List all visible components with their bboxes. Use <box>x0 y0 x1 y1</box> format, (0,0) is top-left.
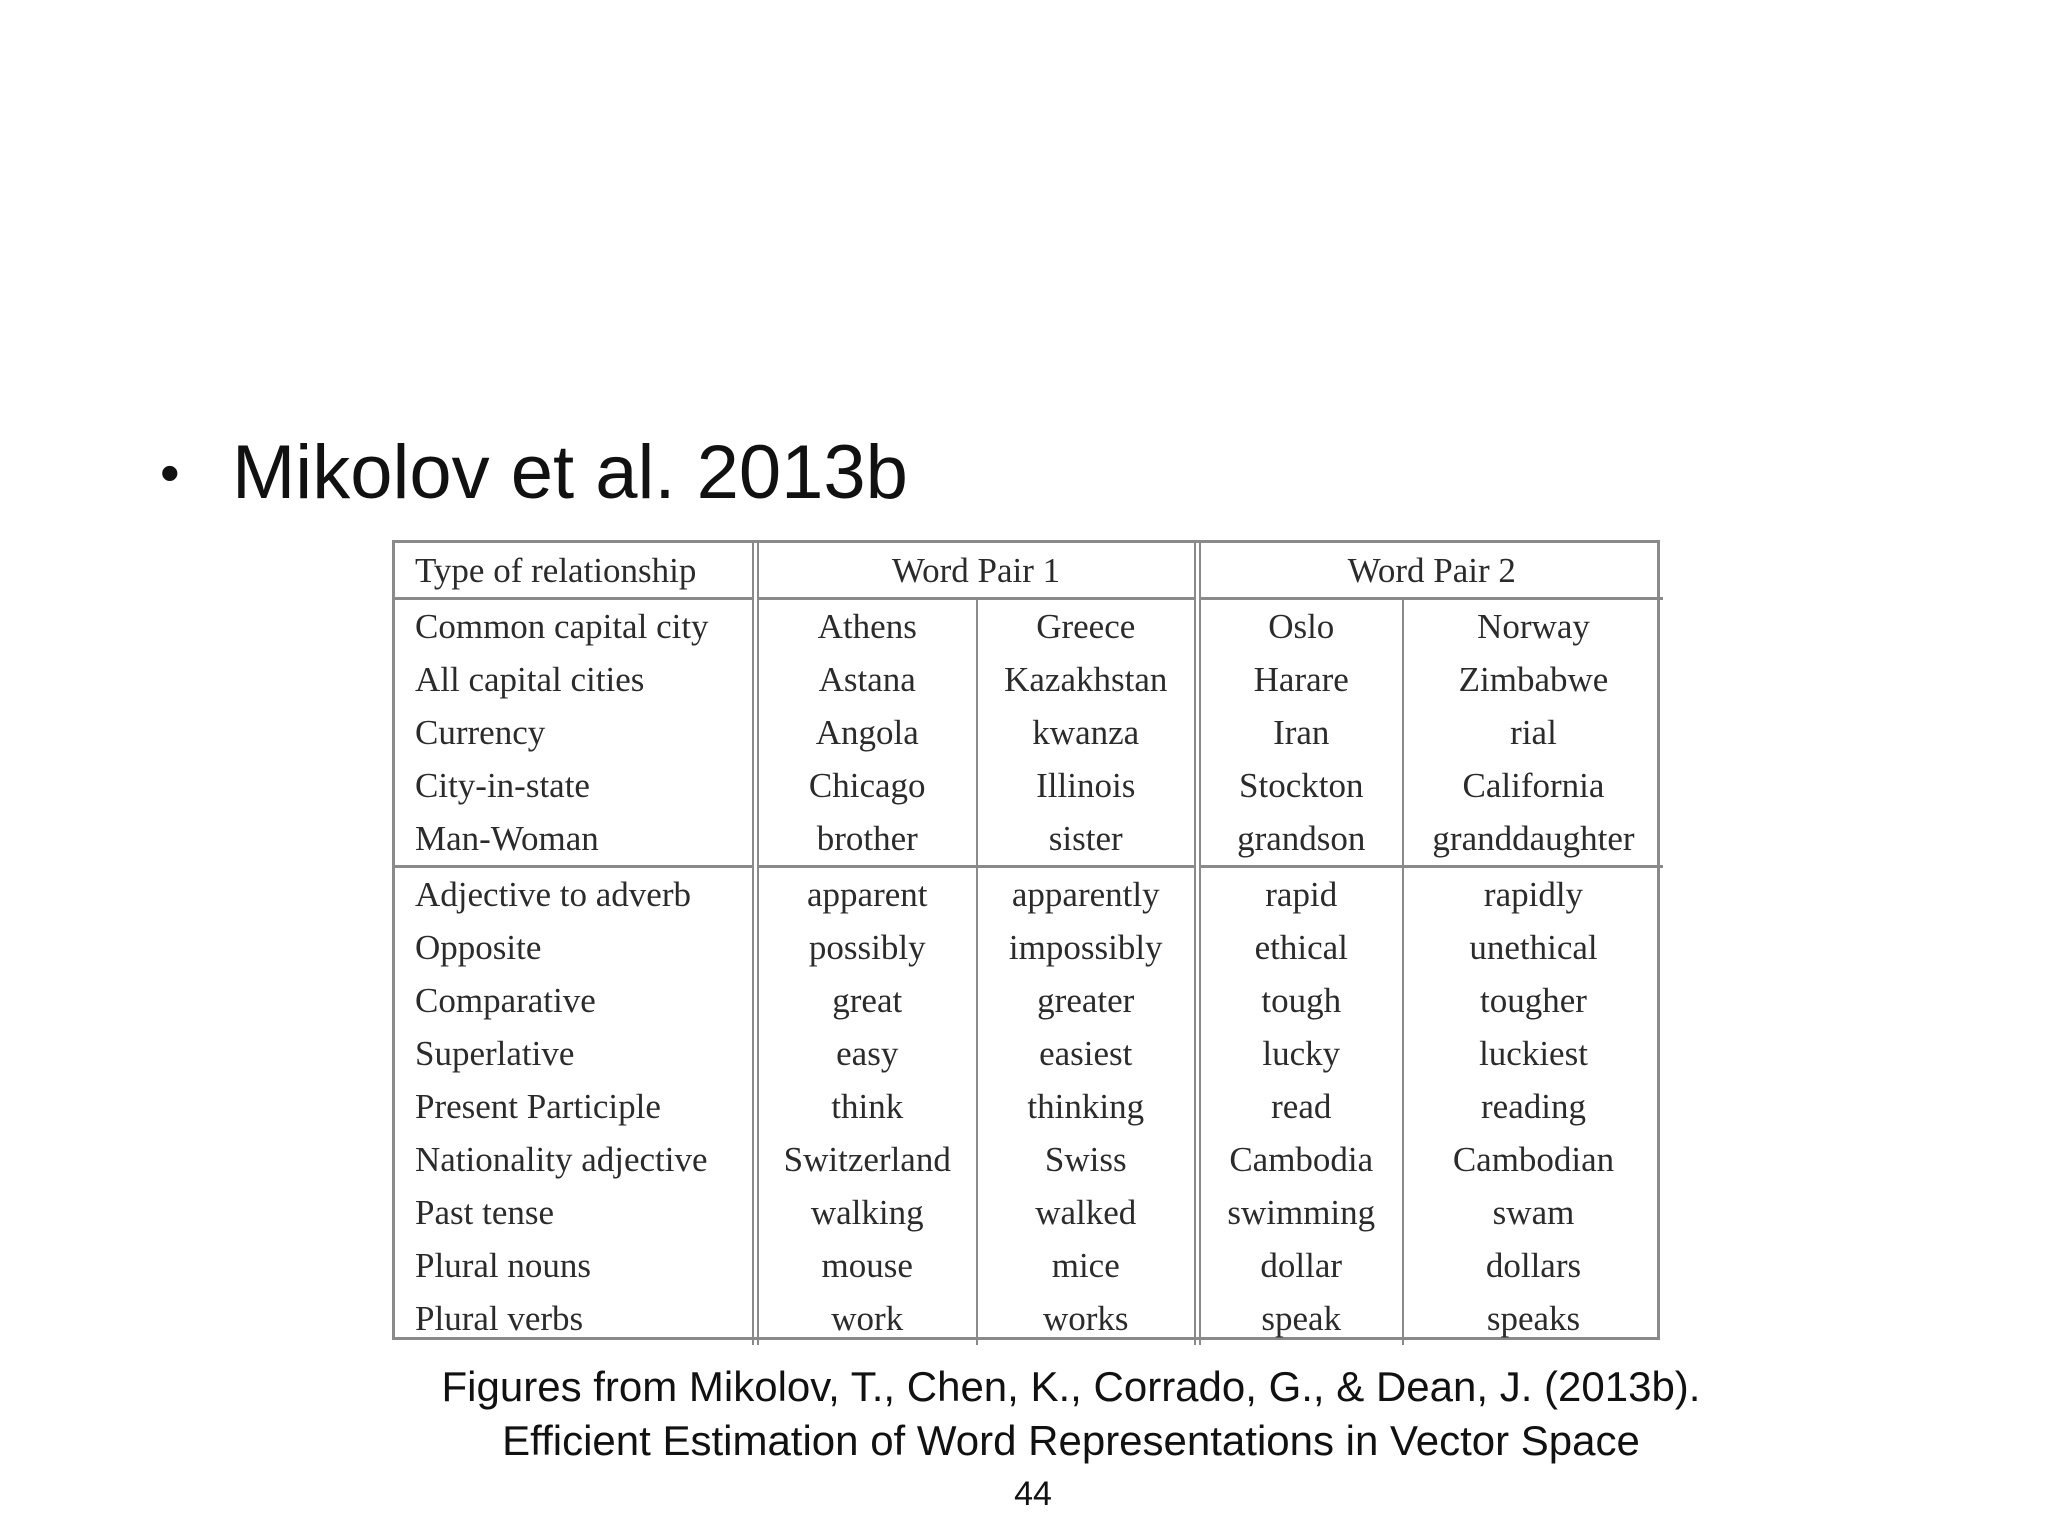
pair2-word-a: Stockton <box>1197 759 1403 812</box>
pair1-word-a: walking <box>755 1186 977 1239</box>
pair2-word-b: luckiest <box>1479 1034 1588 1073</box>
pair2-word-a: grandson <box>1197 812 1403 867</box>
pair2-word-a: Cambodia <box>1197 1133 1403 1186</box>
caption-line-2: Efficient Estimation of Word Representations in Vector Space <box>502 1417 1640 1464</box>
pair1-word-b: sister <box>977 812 1197 867</box>
relationship-type: Currency <box>395 706 755 759</box>
pair2-word-b: California <box>1462 766 1605 805</box>
pair1-word-b: apparently <box>977 867 1197 922</box>
pair2-word-b: granddaughter <box>1403 812 1663 867</box>
relationship-table <box>395 543 1663 1345</box>
relationship-type: Present Participle <box>395 1080 755 1133</box>
relationship-type: Common capital city <box>395 599 755 654</box>
pair1-word-b: kwanza <box>977 706 1197 759</box>
relationship-table-frame <box>392 540 1660 1340</box>
pair2-word-b: Zimbabwe <box>1458 660 1609 699</box>
table-row <box>395 1239 1663 1292</box>
pair1-word-a: possibly <box>755 921 977 974</box>
table-row <box>395 1133 1663 1186</box>
pair2-word-a: Harare <box>1197 653 1403 706</box>
bullet-text: Mikolov et al. 2013b <box>232 430 908 515</box>
relationship-type: Man-Woman <box>395 812 755 867</box>
table-row <box>395 1292 1663 1345</box>
pair1-word-b: Greece <box>977 599 1197 654</box>
pair1-word-b: works <box>977 1292 1197 1345</box>
table-row <box>395 921 1663 974</box>
header-word-pair-1: Word Pair 1 <box>755 543 1197 599</box>
pair1-word-b: Kazakhstan <box>977 653 1197 706</box>
pair1-word-b: Illinois <box>977 759 1197 812</box>
pair2-word-a: lucky <box>1197 1027 1403 1080</box>
pair2-word-a: speak <box>1197 1292 1403 1345</box>
pair2-word-b: reading <box>1481 1087 1586 1126</box>
pair2-word-a: ethical <box>1197 921 1403 974</box>
table-row <box>395 1080 1663 1133</box>
table-row <box>395 706 1663 759</box>
pair1-word-b: easiest <box>977 1027 1197 1080</box>
pair1-word-a: great <box>755 974 977 1027</box>
pair2-word-a: Iran <box>1197 706 1403 759</box>
pair1-word-a: Angola <box>755 706 977 759</box>
pair1-word-b: impossibly <box>977 921 1197 974</box>
pair1-word-b: walked <box>977 1186 1197 1239</box>
pair2-word-b: rial <box>1510 713 1557 752</box>
table-body <box>395 599 1663 1346</box>
relationship-type: City-in-state <box>395 759 755 812</box>
caption-line-1: Figures from Mikolov, T., Chen, K., Corrado, G., & Dean, J. (2013b). <box>441 1363 1701 1410</box>
pair1-word-a: think <box>755 1080 977 1133</box>
relationship-type: Past tense <box>395 1186 755 1239</box>
pair2-word-a: read <box>1197 1080 1403 1133</box>
pair1-word-b: greater <box>977 974 1197 1027</box>
table-header-row <box>395 543 1663 599</box>
pair1-word-b: mice <box>977 1239 1197 1292</box>
table-row <box>395 1027 1663 1080</box>
pair1-word-a: Switzerland <box>755 1133 977 1186</box>
pair1-word-a: brother <box>755 812 977 867</box>
pair2-word-b: rapidly <box>1483 875 1584 914</box>
pair2-word-b: swam <box>1492 1193 1575 1232</box>
bullet-item <box>160 428 908 518</box>
pair1-word-a: Athens <box>755 599 977 654</box>
table-row <box>395 974 1663 1027</box>
pair1-word-a: Astana <box>755 653 977 706</box>
pair2-word-b: dollars <box>1485 1246 1582 1285</box>
pair2-word-b: unethical <box>1469 928 1598 967</box>
relationship-type: Opposite <box>395 921 755 974</box>
header-word-pair-2: Word Pair 2 <box>1197 543 1663 599</box>
table-row <box>395 759 1663 812</box>
bullet-dot: • <box>160 441 180 504</box>
pair2-word-a: dollar <box>1197 1239 1403 1292</box>
table-row <box>395 653 1663 706</box>
pair2-word-b: Norway <box>1477 607 1590 646</box>
table-row <box>395 1186 1663 1239</box>
relationship-type: Adjective to adverb <box>395 867 755 922</box>
relationship-type: Superlative <box>395 1027 755 1080</box>
pair1-word-b: Swiss <box>977 1133 1197 1186</box>
pair2-word-b: tougher <box>1480 981 1587 1020</box>
pair2-word-b: speaks <box>1486 1299 1581 1338</box>
pair2-word-b: Cambodian <box>1452 1140 1615 1179</box>
figure-caption <box>0 1360 2048 1468</box>
pair1-word-a: easy <box>755 1027 977 1080</box>
pair1-word-b: thinking <box>977 1080 1197 1133</box>
relationship-type: Plural verbs <box>395 1292 755 1345</box>
page-number: 44 <box>1014 1475 1052 1513</box>
table-row <box>395 867 1663 922</box>
relationship-type: Comparative <box>395 974 755 1027</box>
pair2-word-a: swimming <box>1197 1186 1403 1239</box>
relationship-type: All capital cities <box>395 653 755 706</box>
pair1-word-a: work <box>755 1292 977 1345</box>
relationship-type: Plural nouns <box>395 1239 755 1292</box>
table-row <box>395 599 1663 654</box>
pair1-word-a: apparent <box>755 867 977 922</box>
pair1-word-a: mouse <box>755 1239 977 1292</box>
pair2-word-a: tough <box>1197 974 1403 1027</box>
table-row <box>395 812 1663 867</box>
relationship-type: Nationality adjective <box>395 1133 755 1186</box>
pair2-word-a: Oslo <box>1197 599 1403 654</box>
pair2-word-a: rapid <box>1197 867 1403 922</box>
pair1-word-a: Chicago <box>755 759 977 812</box>
header-type-of-relationship: Type of relationship <box>395 543 755 599</box>
